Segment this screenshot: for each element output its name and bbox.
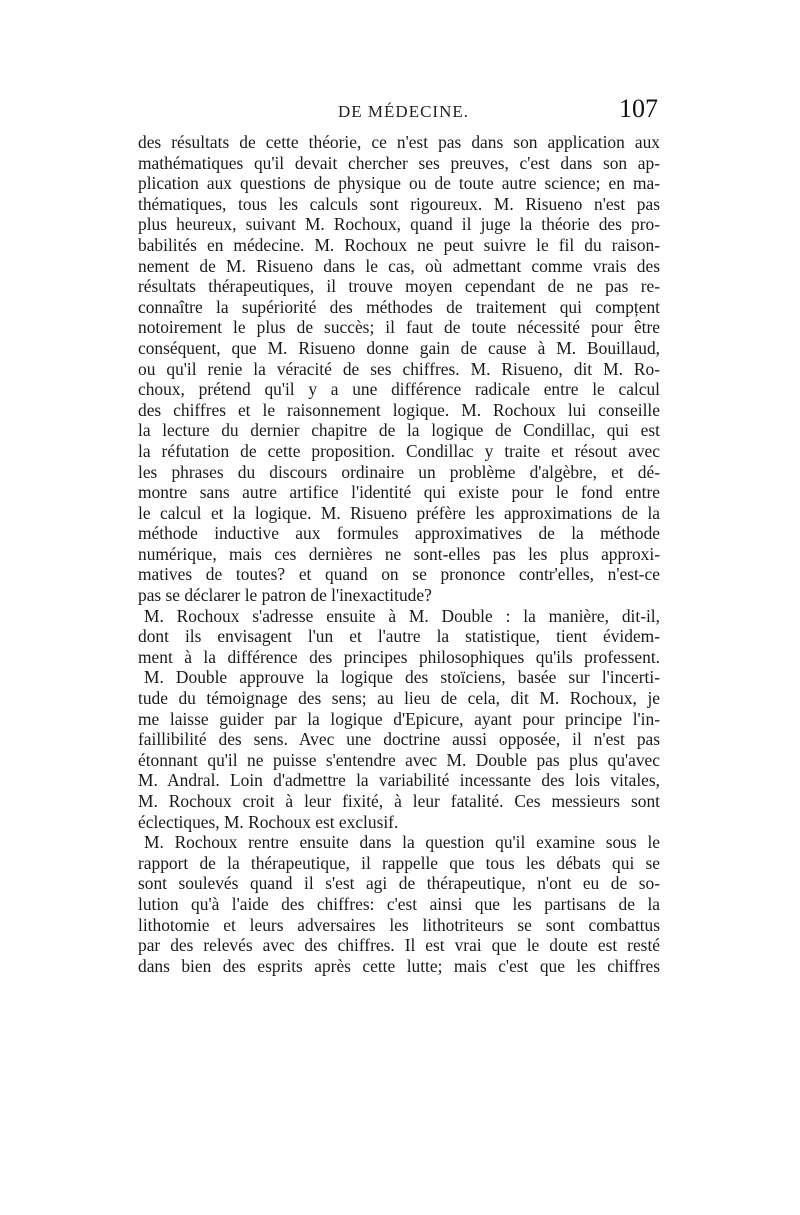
text-line: mathématiques qu'il devait chercher ses preuves, c'est dans son ap- xyxy=(138,152,660,173)
text-line: la lecture du dernier chapitre de la logique de Condillac, qui est xyxy=(138,420,660,441)
text-line: babilités en médecine. M. Rochoux ne peut suivre le fil du raison- xyxy=(138,234,660,255)
text-line: les phrases du discours ordinaire un problème d'algèbre, et dé- xyxy=(138,461,660,482)
text-line: résultats thérapeutiques, il trouve moyen cependant de ne pas re- xyxy=(138,276,660,297)
page-number: 107 xyxy=(619,94,658,123)
text-line: la réfutation de cette proposition. Condillac y traite et résout avec xyxy=(138,440,660,461)
text-line: des chiffres et le raisonnement logique. M. Rochoux lui conseille xyxy=(138,399,660,420)
text-line: éclectiques, M. Rochoux est exclusif. xyxy=(138,811,399,832)
text-line: notoirement le plus de succès; il faut de toute nécessité pour être xyxy=(138,317,660,338)
text-line: plus heureux, suivant M. Rochoux, quand il juge la théorie des pro- xyxy=(138,214,660,235)
text-line: M. Rochoux s'adresse ensuite à M. Double : la manière, dit-il, xyxy=(144,605,660,626)
text-line: numérique, mais ces dernières ne sont-elles pas les plus approxi- xyxy=(138,543,660,564)
text-line: dans bien des esprits après cette lutte; mais c'est que les chiffres xyxy=(138,955,660,976)
text-line: le calcul et la logique. M. Risueno préfère les approximations de la xyxy=(138,502,660,523)
running-head xyxy=(138,96,660,126)
text-line: ou qu'il renie la véracité de ses chiffres. M. Risueno, dit M. Ro- xyxy=(138,358,660,379)
text-line: étonnant qu'il ne puisse s'entendre avec M. Double pas plus qu'avec xyxy=(138,749,660,770)
text-line: connaître la supériorité des méthodes de traitement qui compțent xyxy=(138,296,660,317)
text-line: par des relevés avec des chiffres. Il est vrai que le doute est resté xyxy=(138,935,660,956)
text-line: M. Double approuve la logique des stoïciens, basée sur l'incerti- xyxy=(144,667,660,688)
text-line: des résultats de cette théorie, ce n'est pas dans son application aux xyxy=(138,132,660,152)
text-line: faillibilité des sens. Avec une doctrine aussi opposée, il n'est pas xyxy=(138,729,660,750)
text-line: nement de M. Risueno dans le cas, où admettant comme vrais des xyxy=(138,255,660,276)
body-text xyxy=(138,132,660,976)
text-line: rapport de la thérapeutique, il rappelle que tous les débats qui se xyxy=(138,852,660,873)
text-line: matives de toutes? et quand on se prononce contr'elles, n'est-ce xyxy=(138,564,660,585)
running-title: DE MÉDECINE. xyxy=(338,102,469,121)
text-line: conséquent, que M. Risueno donne gain de cause à M. Bouillaud, xyxy=(138,337,660,358)
text-line: M. Andral. Loin d'admettre la variabilité incessante des lois vitales, xyxy=(138,770,660,791)
text-line: dont ils envisagent l'un et l'autre la statistique, tient évidem- xyxy=(138,626,660,647)
text-line: méthode inductive aux formules approximatives de la méthode xyxy=(138,523,660,544)
text-line: sont soulevés quand il s'est agi de thérapeutique, n'ont eu de so- xyxy=(138,873,660,894)
text-line: M. Rochoux rentre ensuite dans la question qu'il examine sous le xyxy=(144,832,660,853)
text-line: pas se déclarer le patron de l'inexactitude? xyxy=(138,585,432,606)
text-line: thématiques, tous les calculs sont rigoureux. M. Risueno n'est pas xyxy=(138,193,660,214)
text-line: lution qu'à l'aide des chiffres: c'est ainsi que les partisans de la xyxy=(138,893,660,914)
text-line: choux, prétend qu'il y a une différence radicale entre le calcul xyxy=(138,379,660,400)
text-line: plication aux questions de physique ou de toute autre science; en ma- xyxy=(138,173,660,194)
text-line: lithotomie et leurs adversaires les lithotriteurs se sont combattus xyxy=(138,914,660,935)
text-line: M. Rochoux croit à leur fixité, à leur fatalité. Ces messieurs sont xyxy=(138,791,660,811)
text-line: me laisse guider par la logique d'Epicure, ayant pour principe l'in- xyxy=(138,708,660,729)
text-line: tude du témoignage des sens; au lieu de cela, dit M. Rochoux, je xyxy=(138,688,660,709)
text-line: ment à la différence des principes philosophiques qu'ils professent. xyxy=(138,646,660,667)
text-line: montre sans autre artifice l'identité qui existe pour le fond entre xyxy=(138,482,660,503)
